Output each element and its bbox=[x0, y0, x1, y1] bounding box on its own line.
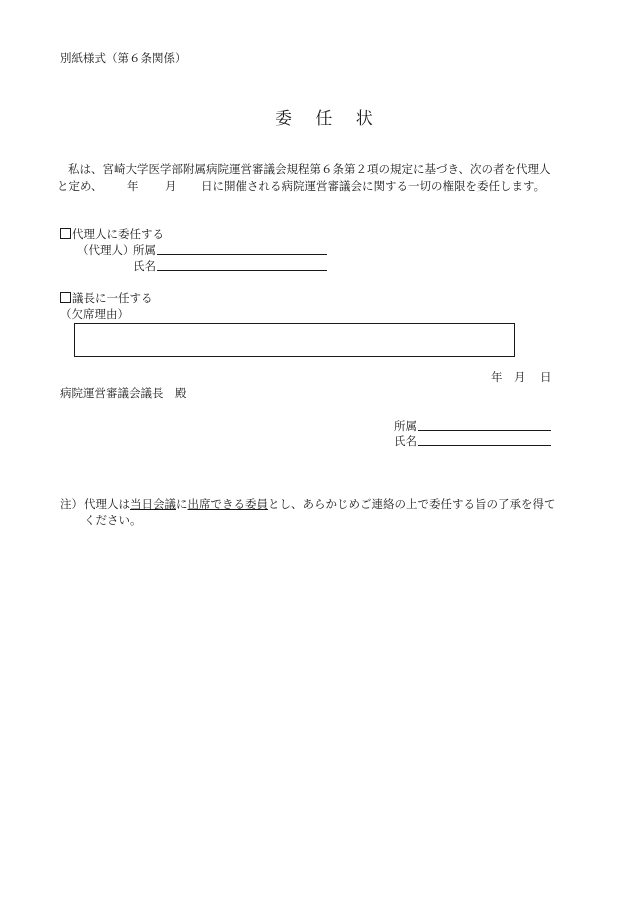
note-line-1 bbox=[84, 496, 556, 512]
chair-checkbox[interactable] bbox=[60, 292, 71, 303]
absence-reason-label: （欠席理由） bbox=[60, 307, 129, 321]
date-year-label: 年 bbox=[491, 370, 503, 384]
option-proxy[interactable] bbox=[60, 226, 164, 242]
proxy-name-label: 氏名 bbox=[133, 259, 156, 273]
intro-line-1: 私は、宮崎大学医学部附属病院運営審議会規程第６条第２項の規定に基づき、次の者を代理人 bbox=[68, 162, 551, 176]
signer-affiliation-label: 所属 bbox=[394, 419, 417, 433]
proxy-name-field[interactable] bbox=[157, 270, 327, 271]
meeting-month-label: 月 bbox=[165, 179, 177, 193]
note-text-c: とし、あらかじめご連絡の上で委任する旨の了承を得て bbox=[268, 497, 556, 511]
note-line-2: ください。 bbox=[84, 513, 142, 527]
proxy-affiliation-label: 所属 bbox=[133, 243, 156, 257]
proxy-checkbox[interactable] bbox=[60, 228, 71, 239]
meeting-year-label: 年 bbox=[127, 179, 139, 193]
absence-reason-box[interactable] bbox=[74, 323, 515, 357]
document-title: 委 任 状 bbox=[275, 109, 382, 129]
intro-line-2-end: 日に開催される病院運営審議会に関する一切の権限を委任します。 bbox=[201, 179, 546, 193]
note-text-b: に bbox=[176, 497, 188, 511]
option-proxy-label: 代理人に委任する bbox=[72, 227, 164, 241]
date-month-label: 月 bbox=[514, 370, 526, 384]
signer-affiliation-field[interactable] bbox=[418, 430, 551, 431]
addressee: 病院運営審議会議長 殿 bbox=[60, 386, 187, 400]
signer-name-label: 氏名 bbox=[394, 434, 417, 448]
note-text-a: 代理人は bbox=[84, 497, 130, 511]
proxy-tag: （代理人） bbox=[77, 243, 135, 257]
option-chair[interactable] bbox=[60, 290, 153, 306]
form-reference: 別紙様式（第６条関係） bbox=[60, 51, 187, 65]
date-day-label: 日 bbox=[540, 370, 552, 384]
signer-name-field[interactable] bbox=[418, 445, 551, 446]
intro-line-2-start: と定め、 bbox=[57, 179, 103, 193]
note-underlined-member: 出席できる委員 bbox=[187, 497, 268, 511]
proxy-affiliation-field[interactable] bbox=[157, 254, 327, 255]
note-prefix: 注） bbox=[60, 497, 83, 511]
option-chair-label: 議長に一任する bbox=[72, 291, 153, 305]
note-underlined-meeting: 当日会議 bbox=[130, 497, 176, 511]
